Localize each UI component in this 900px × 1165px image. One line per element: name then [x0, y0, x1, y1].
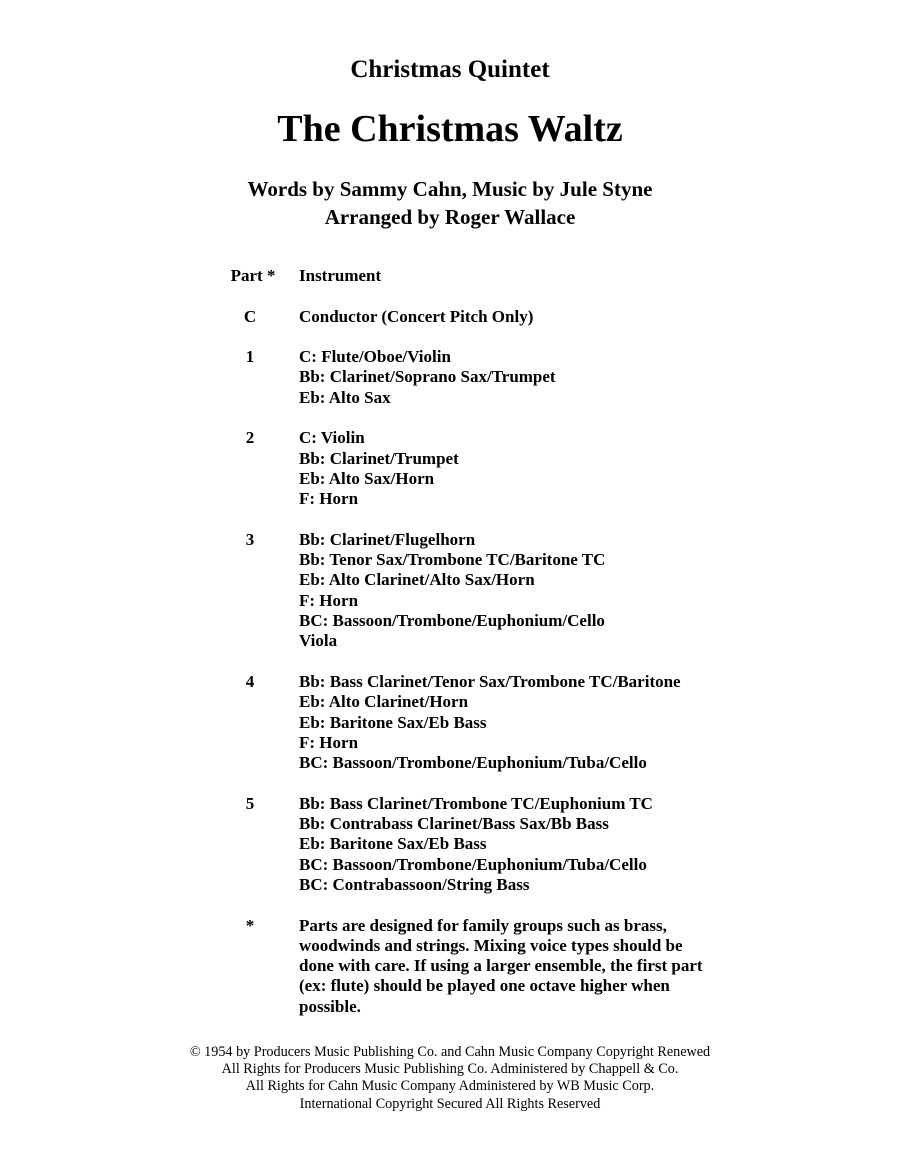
credits-line: Words by Sammy Cahn, Music by Jule Styne: [247, 177, 653, 201]
instrument-line: BC: Bassoon/Trombone/Euphonium/Cello: [299, 611, 605, 631]
instrument-line: BC: Bassoon/Trombone/Euphonium/Tuba/Cello: [299, 854, 647, 874]
instrument-line: Bb: Bass Clarinet/Trombone TC/Euphonium TC: [299, 793, 653, 813]
table-row: [0, 428, 900, 509]
instrument-line: Bb: Bass Clarinet/Tenor Sax/Trombone TC/Baritone: [299, 671, 681, 691]
instrument-line: Bb: Clarinet/Trumpet: [299, 448, 459, 468]
footnote-mark: *: [245, 915, 255, 935]
copyright-line: All Rights for Producers Music Publishing Co. Administered by Chappell & Co.: [221, 1061, 679, 1078]
table-row: [0, 307, 900, 327]
footnote-line: done with care. If using a larger ensemble, the first part: [299, 956, 703, 976]
instrument-line: Eb: Alto Clarinet/Alto Sax/Horn: [299, 570, 535, 590]
part-label: 1: [245, 347, 255, 367]
instrument-line: BC: Bassoon/Trombone/Euphonium/Tuba/Cello: [299, 753, 647, 773]
part-label: 4: [245, 671, 255, 691]
footnote-line: woodwinds and strings. Mixing voice types should be: [299, 935, 683, 955]
table-row: [0, 794, 900, 895]
instrument-line: Conductor (Concert Pitch Only): [299, 306, 534, 326]
table-header-row: [0, 266, 900, 286]
instrument-line: Bb: Clarinet/Flugelhorn: [299, 529, 476, 549]
instrument-line: Eb: Alto Clarinet/Horn: [299, 692, 469, 712]
instrument-line: BC: Contrabassoon/String Bass: [299, 874, 530, 894]
column-header-part: Part *: [230, 266, 276, 285]
table-row: [0, 530, 900, 652]
column-header-instrument: Instrument: [299, 266, 382, 285]
copyright-line: All Rights for Cahn Music Company Administered by WB Music Corp.: [245, 1078, 655, 1095]
instrument-line: Bb: Clarinet/Soprano Sax/Trumpet: [299, 367, 556, 387]
part-label: 3: [245, 529, 255, 549]
instrument-line: F: Horn: [299, 732, 359, 752]
copyright-line: © 1954 by Producers Music Publishing Co. and Cahn Music Company Copyright Renewed: [189, 1044, 711, 1060]
part-label: 5: [245, 793, 255, 813]
footnote-row: [0, 916, 900, 1017]
instrument-line: Eb: Alto Sax: [299, 387, 391, 407]
footnote-line: (ex: flute) should be played one octave higher when: [299, 976, 670, 996]
copyright-footer: [0, 1044, 900, 1113]
instrument-line: F: Horn: [299, 489, 359, 509]
footnote-line: Parts are designed for family groups such as brass,: [299, 915, 667, 935]
instrument-line: C: Flute/Oboe/Violin: [299, 347, 451, 367]
instrument-line: Eb: Baritone Sax/Eb Bass: [299, 834, 487, 854]
instrument-line: Viola: [299, 631, 338, 651]
instrument-line: F: Horn: [299, 590, 359, 610]
page-title: The Christmas Waltz: [277, 108, 623, 150]
arranger-line: Arranged by Roger Wallace: [324, 205, 576, 229]
instrument-line: Bb: Contrabass Clarinet/Bass Sax/Bb Bass: [299, 814, 609, 834]
parts-table: [0, 266, 900, 1017]
table-row: [0, 672, 900, 773]
instrument-line: Eb: Baritone Sax/Eb Bass: [299, 712, 487, 732]
footnote-line: possible.: [299, 996, 361, 1016]
instrument-line: Eb: Alto Sax/Horn: [299, 468, 435, 488]
part-label: 2: [245, 428, 255, 448]
table-row: [0, 347, 900, 408]
part-label: C: [243, 306, 257, 326]
series-title: Christmas Quintet: [350, 56, 550, 83]
copyright-line: International Copyright Secured All Rights Reserved: [299, 1095, 601, 1112]
instrument-line: Bb: Tenor Sax/Trombone TC/Baritone TC: [299, 550, 606, 570]
instrument-line: C: Violin: [299, 428, 365, 448]
